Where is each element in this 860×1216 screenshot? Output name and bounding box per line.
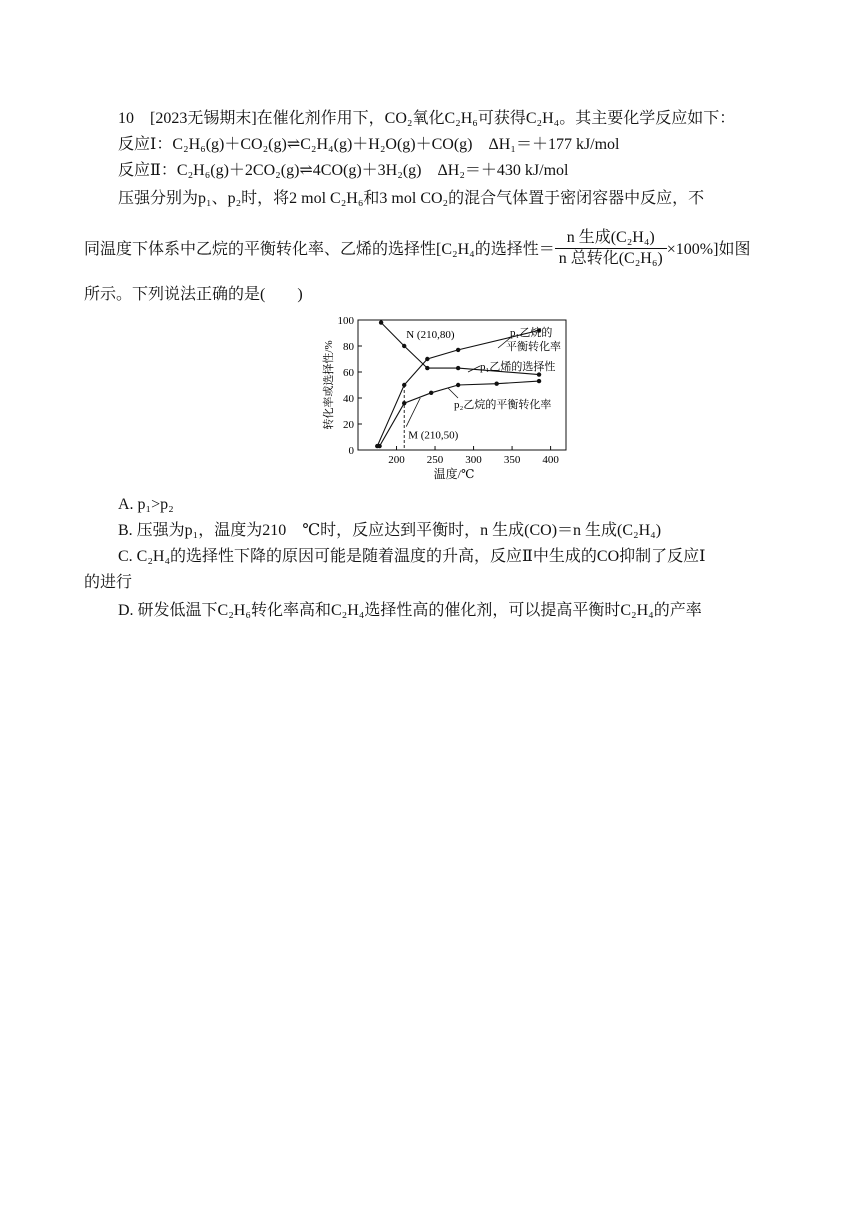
reaction-2-enthalpy: ΔH₂＝＋430 kJ/mol	[437, 162, 569, 179]
question-header	[118, 108, 735, 130]
condition-line-1: 压强分别为p₁、p₂时，将2 mol C₂H₆和3 mol CO₂的混合气体置于密闭容器中反应，不	[118, 190, 705, 207]
condition-line-2	[84, 228, 750, 272]
y-tick-label: 40	[343, 393, 354, 405]
reaction-1	[118, 134, 620, 156]
fraction-denominator: n 总转化(C₂H₆)	[558, 249, 663, 267]
y-tick-label: 80	[343, 341, 354, 353]
y-tick-label: 0	[348, 445, 354, 457]
annotation-n: N (210,80)	[406, 329, 455, 341]
data-point	[537, 379, 541, 383]
question-source: [2023无锡期末]	[150, 110, 257, 127]
condition-line-3: 所示。下列说法正确的是( )	[84, 286, 303, 303]
x-tick-label: 250	[426, 454, 444, 466]
data-point	[456, 383, 460, 387]
x-tick-label: 400	[542, 454, 559, 466]
data-point	[402, 344, 406, 348]
x-tick-label: 300	[465, 454, 482, 466]
data-point	[494, 382, 498, 386]
series-line-3	[380, 381, 539, 446]
selectivity-fraction	[555, 228, 667, 269]
data-point	[456, 348, 460, 352]
option-a: A. p₁>p₂	[118, 496, 174, 513]
y-axis-label: 转化率或选择性/%	[323, 340, 335, 430]
question-intro: 在催化剂作用下，CO₂氧化C₂H₆可获得C₂H₄。其主要化学反应如下：	[256, 110, 736, 127]
y-tick-label: 20	[343, 419, 354, 431]
x-tick-label: 350	[503, 454, 521, 466]
reaction-1-label: 反应Ⅰ：	[118, 136, 173, 153]
data-point	[537, 372, 541, 376]
x-axis-label: 温度/℃	[433, 467, 475, 481]
data-point	[425, 357, 429, 361]
condition-line-2-after: ×100%]如图	[666, 241, 751, 258]
reaction-1-equation: C₂H₆(g)＋CO₂(g)⇌C₂H₄(g)＋H₂O(g)＋CO(g)	[172, 136, 473, 153]
option-c-line-2: 的进行	[84, 574, 133, 591]
question-number: 10	[118, 110, 134, 127]
series-label-3-leader	[448, 388, 458, 398]
y-tick-label: 60	[343, 367, 354, 379]
reaction-2-label: 反应Ⅱ：	[118, 162, 177, 179]
data-point	[425, 366, 429, 370]
reaction-2	[118, 160, 568, 182]
fraction-numerator: n 生成(C₂H₄)	[555, 228, 667, 249]
option-c-line-1: C. C₂H₄的选择性下降的原因可能是随着温度的升高，反应Ⅱ中生成的CO抑制了反应Ⅰ	[118, 548, 706, 565]
data-point	[377, 444, 381, 448]
series-label-2: p₁乙烯的选择性	[480, 361, 556, 373]
option-b: B. 压强为p₁，温度为210 ℃时，反应达到平衡时，n 生成(CO)＝n 生成(C₂H₄)	[118, 522, 662, 539]
reaction-1-enthalpy: ΔH₁＝＋177 kJ/mol	[488, 136, 620, 153]
y-tick-label: 100	[337, 315, 354, 327]
chart-svg	[318, 308, 578, 484]
series-label-3: p₂乙烷的平衡转化率	[454, 399, 552, 411]
x-tick-label: 200	[388, 454, 405, 466]
data-point	[429, 391, 433, 395]
option-d: D. 研发低温下C₂H₆转化率高和C₂H₄选择性高的催化剂，可以提高平衡时C₂H₄的产率	[118, 602, 702, 619]
annotation-m: M (210,50)	[408, 429, 459, 442]
chart	[318, 308, 578, 484]
series-label-1-line-2: 平衡转化率	[506, 341, 561, 353]
data-point	[456, 366, 460, 370]
series-label-1-line-1: p₁乙烷的	[510, 327, 553, 339]
annotation-m-leader	[406, 398, 420, 427]
data-point	[379, 320, 383, 324]
reaction-2-equation: C₂H₆(g)＋2CO₂(g)⇌4CO(g)＋3H₂(g)	[176, 162, 422, 179]
condition-line-2-before: 同温度下体系中乙烷的平衡转化率、乙烯的选择性[C₂H₄的选择性＝	[84, 241, 555, 258]
